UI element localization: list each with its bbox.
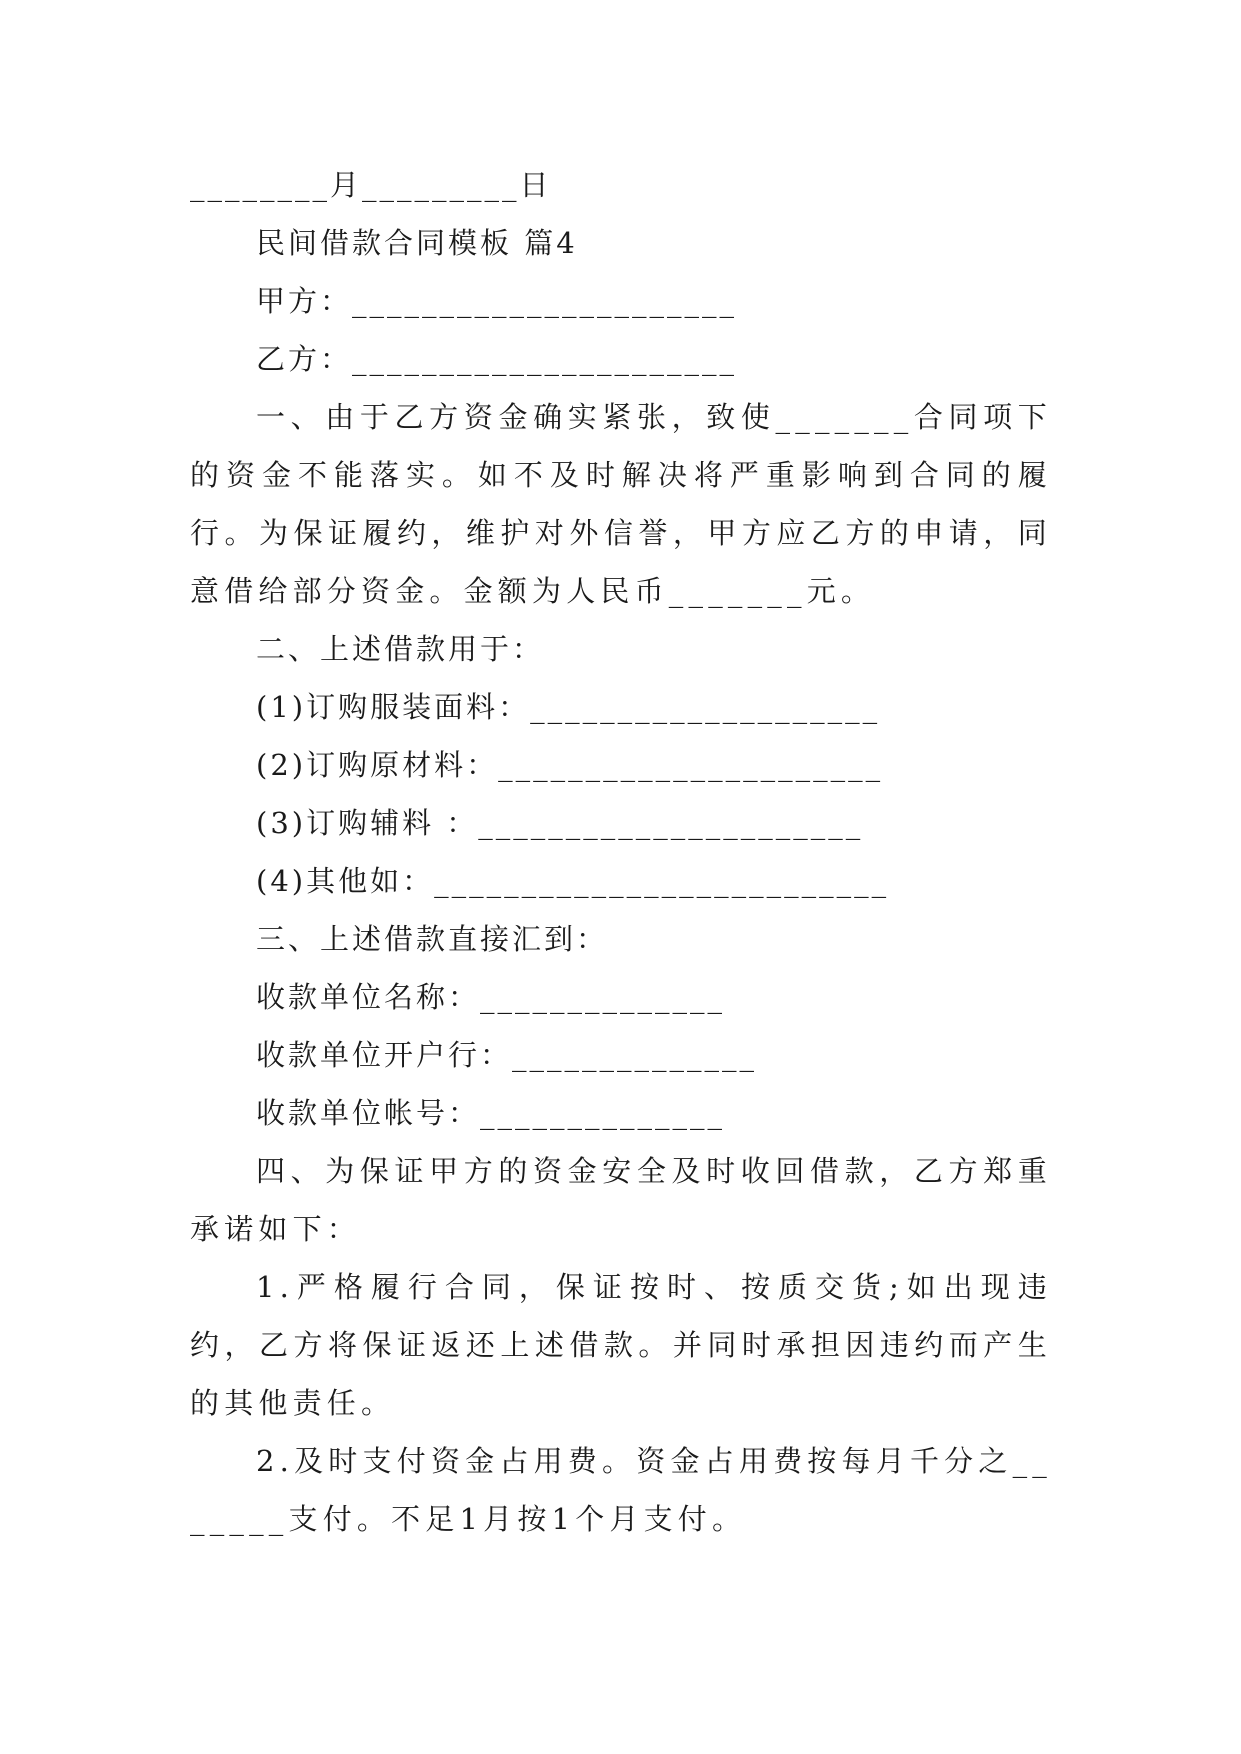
use-item-2: (2)订购原材料：______________________: [256, 748, 884, 782]
party-b-line: 乙方：______________________: [256, 342, 738, 376]
payee-name-line: 收款单位名称：______________: [256, 980, 726, 1014]
clause-3-heading: 三、上述借款直接汇到：: [256, 922, 609, 956]
use-item-3: (3)订购辅料 ：______________________: [256, 806, 864, 840]
promise-2-paragraph: 2.及时支付资金占用费。资金占用费按每月千分之_______支付。不足1月按1个月支付。: [190, 1444, 1052, 1536]
use-item-4: (4)其他如：__________________________: [256, 864, 890, 898]
document-body: [190, 156, 1052, 1548]
clause-4-paragraph: 四、为保证甲方的资金安全及时收回借款，乙方郑重承诺如下：: [190, 1154, 1052, 1246]
date-line: ________月_________日: [190, 168, 552, 202]
use-item-1: (1)订购服装面料：____________________: [256, 690, 881, 724]
promise-1-paragraph: 1.严格履行合同，保证按时、按质交货;如出现违约，乙方将保证返还上述借款。并同时承担因违约而产生的其他责任。: [190, 1270, 1052, 1420]
payee-account-line: 收款单位帐号：______________: [256, 1096, 726, 1130]
clause-2-heading: 二、上述借款用于：: [256, 632, 545, 666]
clause-1-paragraph: 一、由于乙方资金确实紧张，致使_______合同项下的资金不能落实。如不及时解决将严重影响到合同的履行。为保证履约，维护对外信誉，甲方应乙方的申请，同意借给部分资金。金额为人民币_______元。: [190, 400, 1052, 608]
payee-bank-line: 收款单位开户行：______________: [256, 1038, 758, 1072]
section-title: 民间借款合同模板 篇4: [256, 226, 578, 260]
party-a-line: 甲方：______________________: [256, 284, 738, 318]
